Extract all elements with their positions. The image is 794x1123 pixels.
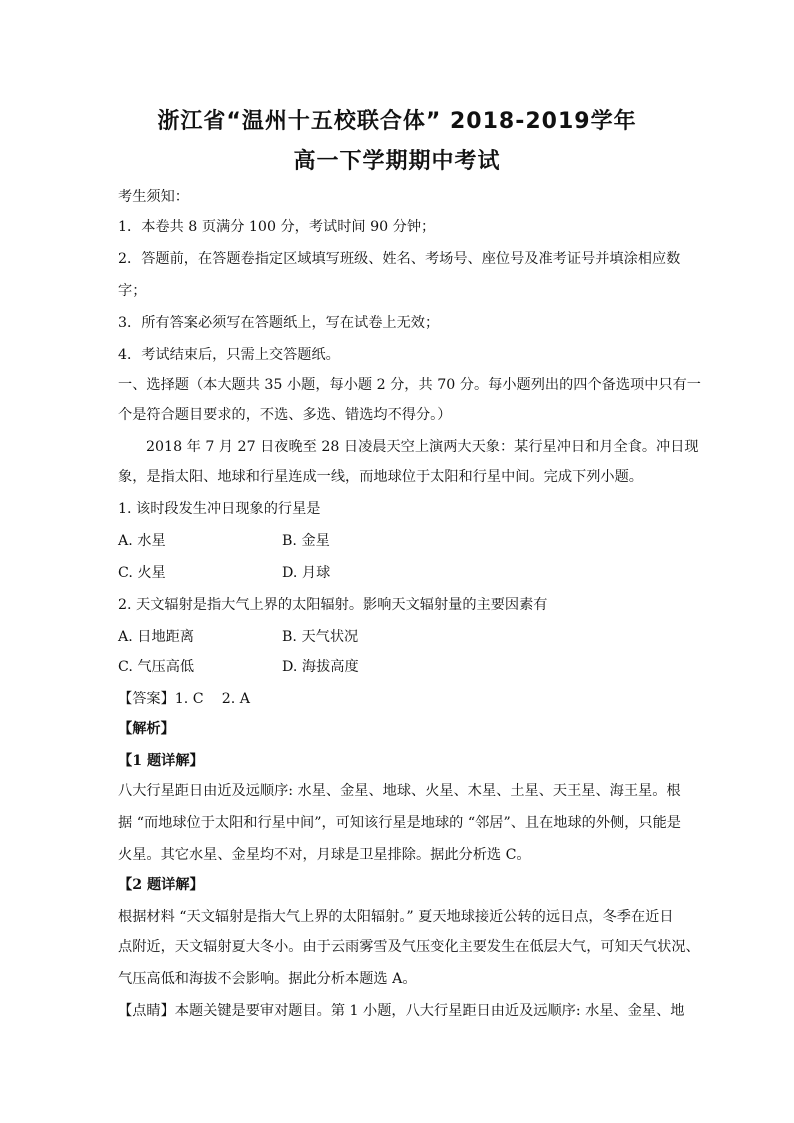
q1-option-d: D. 月球 — [282, 565, 331, 581]
notice-heading: 考生须知： — [118, 189, 189, 205]
detail-2-heading: 【2 题详解】 — [118, 877, 204, 893]
notice-item: 4．考试结束后，只需上交答题纸。 — [118, 347, 340, 363]
detail-2-text: 气压高低和海拔不会影响。据此分析本题选 A。 — [118, 971, 417, 987]
exam-title-line2: 高一下学期期中考试 — [293, 149, 501, 174]
q2-option-c: C. 气压高低 — [118, 659, 195, 675]
comment-text: 【点睛】本题关键是要审对题目。第 1 小题，八大行星距日由近及远顺序: 水星、金星、地 — [118, 1003, 685, 1019]
detail-2-text: 根据材料 “天文辐射是指大气上界的太阳辐射。” 夏天地球接近公转的远日点，冬季在近日 — [118, 909, 674, 925]
q1-option-c: C. 火星 — [118, 565, 166, 581]
section-heading: 一、选择题（本大题共 35 小题，每小题 2 分，共 70 分。每小题列出的四个备选项中只有一 — [118, 377, 701, 393]
detail-1-text: 八大行星距日由近及远顺序: 水星、金星、地球、火星、木星、土星、天王星、海王星。根 — [118, 783, 681, 799]
q1-option-a: A. 水星 — [118, 533, 166, 549]
material-text: 2018 年 7 月 27 日夜晚至 28 日凌晨天空上演两大天象：某行星冲日和月全食。冲日现 — [146, 439, 699, 455]
detail-2-text: 点附近，天文辐射夏大冬小。由于云雨雾雪及气压变化主要发生在低层大气，可知天气状况、 — [118, 939, 700, 955]
answer-line: 【答案】1. C 2. A — [118, 691, 250, 707]
question-1-stem: 1. 该时段发生冲日现象的行星是 — [118, 501, 321, 517]
detail-1-heading: 【1 题详解】 — [118, 753, 204, 769]
detail-1-text: 据 “而地球位于太阳和行星中间”，可知该行星是地球的 “邻居”、且在地球的外侧，只能是 — [118, 815, 681, 831]
notice-item: 字； — [118, 283, 147, 299]
analysis-heading: 【解析】 — [118, 721, 175, 737]
notice-item: 2．答题前，在答题卷指定区域填写班级、姓名、考场号、座位号及准考证号并填涂相应数 — [118, 251, 681, 267]
detail-1-text: 火星。其它水星、金星均不对，月球是卫星排除。据此分析选 C。 — [118, 847, 531, 863]
q2-option-b: B. 天气状况 — [282, 629, 359, 645]
q1-option-b: B. 金星 — [282, 533, 330, 549]
q2-option-d: D. 海拔高度 — [282, 659, 359, 675]
exam-title-line1: 浙江省“温州十五校联合体” 2018-2019学年 — [157, 109, 637, 134]
notice-item: 1．本卷共 8 页满分 100 分，考试时间 90 分钟； — [118, 219, 436, 235]
section-heading: 个是符合题目要求的，不选、多选、错选均不得分。） — [118, 407, 452, 423]
q2-option-a: A. 日地距离 — [118, 629, 195, 645]
notice-item: 3．所有答案必须写在答题纸上，写在试卷上无效； — [118, 315, 440, 331]
question-2-stem: 2. 天文辐射是指大气上界的太阳辐射。影响天文辐射量的主要因素有 — [118, 597, 548, 613]
material-text: 象，是指太阳、地球和行星连成一线，而地球位于太阳和行星中间。完成下列小题。 — [118, 469, 643, 485]
